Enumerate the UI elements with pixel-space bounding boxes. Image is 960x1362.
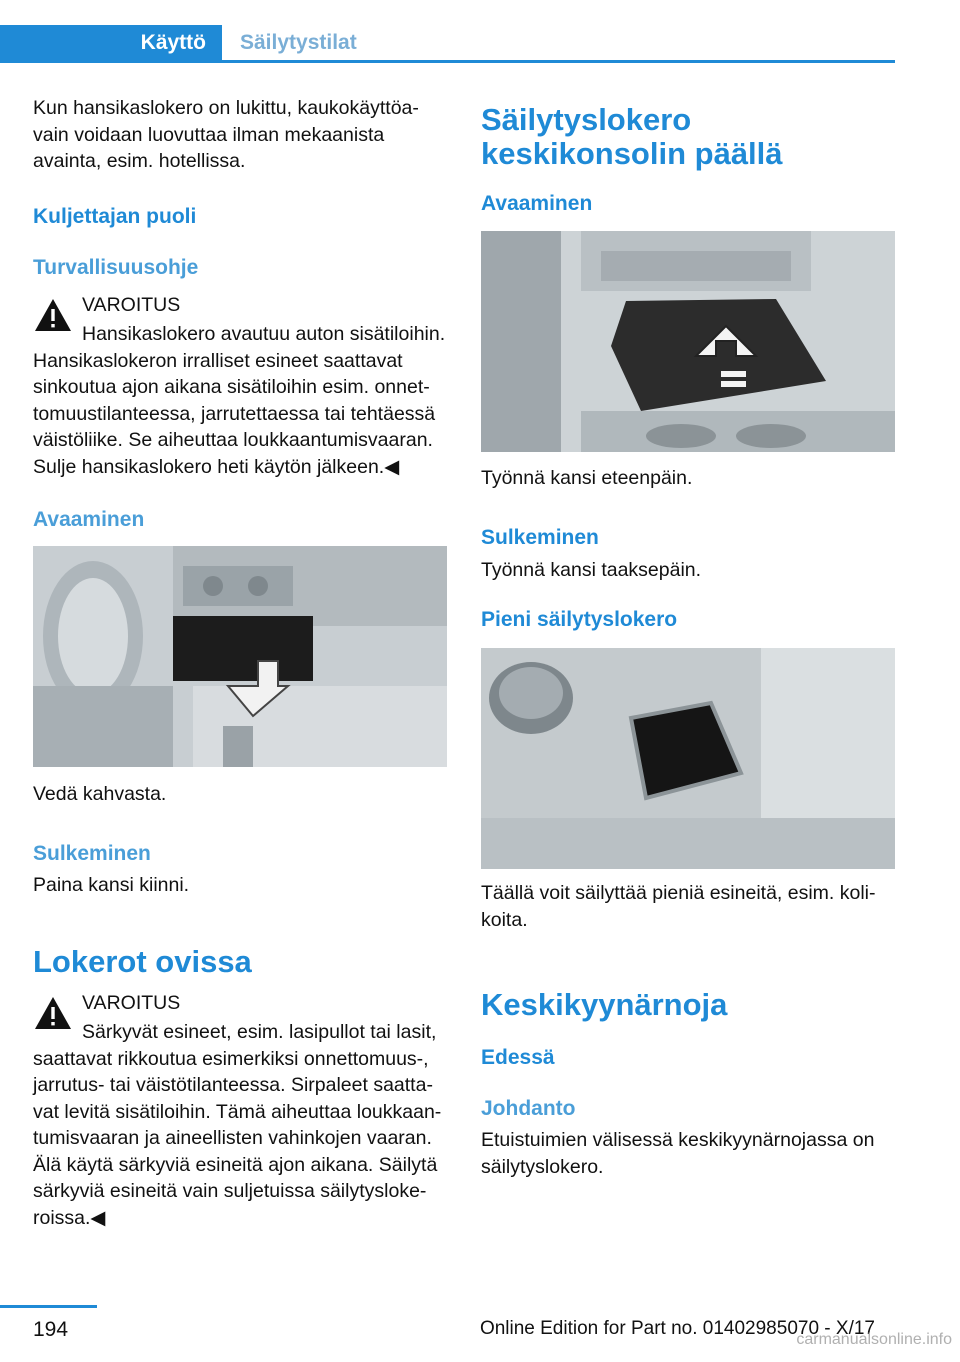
heading-opening: Avaaminen: [33, 508, 145, 531]
text-closing: Työnnä kansi taaksepäin.: [481, 559, 702, 581]
caption-small-compartment: Täällä voit säilyttää pieniä esineitä, esim. kolikoita.: [481, 882, 876, 931]
warning-text: Hansikaslokero avautuu auton sisätiloihin. Hansikaslokeron irralliset esineet saattavat sinkoutua ajon aikana sisätiloihin esim. onnettomuustilanteessa, jarrutettaessa tai tehtäessä väistöliike. Se aiheuttaa loukkaantumisvaaran. Sulje hansikaslokero heti käytön jälkeen.◀: [33, 323, 446, 478]
header-divider: [0, 60, 895, 63]
heading-closing: Sulkeminen: [33, 842, 151, 865]
tab-sailytystilat[interactable]: Säilytystilat: [240, 30, 357, 54]
console-lid-photo: [481, 231, 895, 452]
intro-paragraph: Kun hansikaslokero on lukittu, kaukokäyttöavain voidaan luovuttaa ilman mekaanista avainta, esim. hotellissa.: [33, 97, 419, 172]
heading-small-compartment: Pieni säilytyslokero: [481, 608, 678, 631]
tab-kaytto[interactable]: Käyttö: [0, 25, 222, 60]
caption-opening: Vedä kahvasta.: [33, 783, 167, 805]
warning-label: VAROITUS: [82, 294, 181, 316]
edition-note: Online Edition for Part no. 01402985070 - X/17: [479, 1318, 875, 1339]
watermark: carmanualsonline.info: [796, 1331, 952, 1348]
text-introduction: Etuistuimien välisessä keskikyynärnojassa on säilytyslokero.: [481, 1129, 875, 1178]
heading-console-storage: Säilytyslokero keskikonsolin päällä: [481, 102, 783, 171]
heading-introduction: Johdanto: [481, 1097, 576, 1120]
heading-closing: Sulkeminen: [481, 526, 599, 549]
warning-label: VAROITUS: [82, 992, 181, 1014]
heading-front: Edessä: [481, 1046, 555, 1069]
footer-divider: [0, 1305, 97, 1308]
page-number: 194: [33, 1318, 69, 1341]
glovebox-photo: [33, 546, 447, 767]
page-header: [0, 0, 895, 62]
text-closing: Paina kansi kiinni.: [33, 874, 190, 896]
small-compartment-photo: [481, 648, 895, 869]
warning-text: Särkyvät esineet, esim. lasipullot tai lasit, saattavat rikkoutua esimerkiksi onnettomuus-, jarrutus- tai väistötilanteessa. Sirpaleet saattavat levitä sisätiloihin. Tämä aiheuttaa loukkaantumisvaaran ja aineellisten vahinkojen vaaran. Älä käytä särkyviä esineitä ajon aikana. Säilytä särkyviä esineitä vain suljetuissa säilytyslokeroissa.◀: [33, 1021, 442, 1229]
heading-door-compartments: Lokerot ovissa: [33, 944, 252, 979]
heading-opening: Avaaminen: [481, 192, 593, 215]
caption-opening: Työnnä kansi eteenpäin.: [481, 467, 693, 489]
heading-driver-side: Kuljettajan puoli: [33, 205, 197, 228]
heading-armrest: Keskikyynärnoja: [481, 987, 728, 1022]
heading-safety: Turvallisuusohje: [33, 256, 199, 279]
